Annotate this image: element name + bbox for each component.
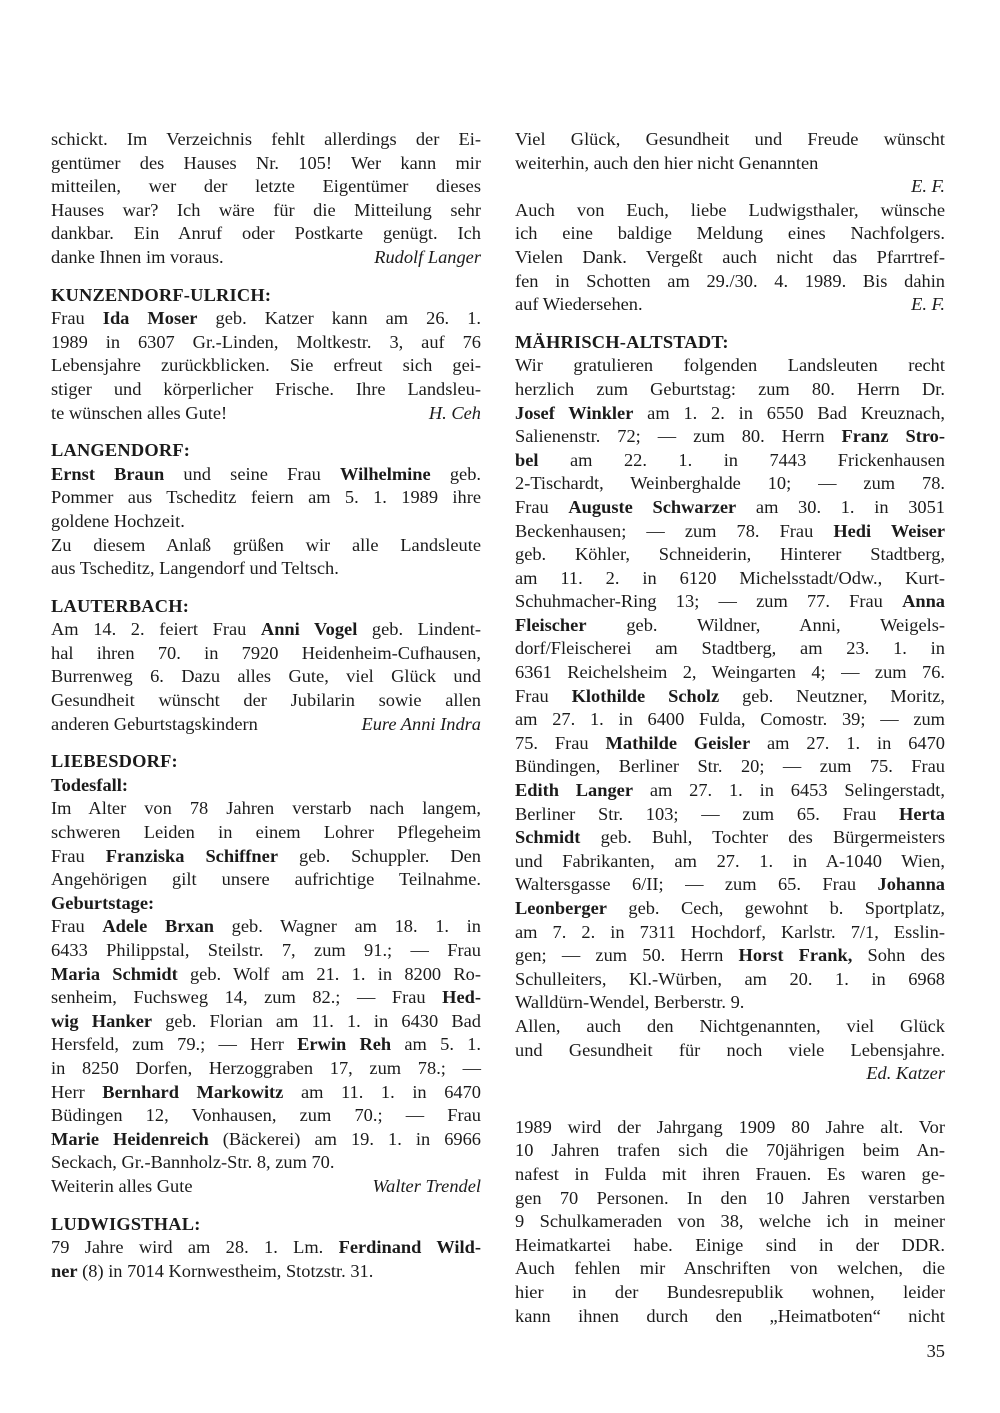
- text-line: Fleischer geb. Wildner, Anni, Weigels-: [515, 614, 945, 635]
- text-line: in 8250 Dorfen, Herzoggraben 17, zum 78.; —: [51, 1057, 481, 1078]
- paragraph: [51, 618, 481, 736]
- text-line: 6433 Philippstal, Steilstr. 7, zum 91.; — Frau: [51, 940, 481, 960]
- text-line: Hauses war? Ich wäre für die Mitteilung sehr: [51, 199, 481, 220]
- section-heading: LAUTERBACH:: [51, 595, 190, 616]
- text-line: Leonberger geb. Cech, gewohnt b. Sportplatz,: [515, 898, 945, 918]
- text-line: Gesundheit wünscht der Jubilarin sowie allen: [51, 690, 481, 711]
- section-heading: MÄHRISCH-ALTSTADT:: [515, 331, 729, 352]
- signature-line: [515, 1062, 945, 1086]
- text-line: Frau Franziska Schiffner geb. Schuppler. Den: [51, 845, 482, 866]
- text-line: 1989 wird der Jahrgang 1909 80 Jahre alt. Vor: [515, 1116, 945, 1137]
- text-line: Auch fehlen mir Anschriften von welchen, die: [515, 1258, 945, 1279]
- text-line: anderen Geburtstagskindern: [51, 713, 258, 734]
- signature: Eure Anni Indra: [361, 713, 481, 734]
- text-line: wig Hanker geb. Florian am 11. 1. in 6430 Bad: [51, 1010, 481, 1031]
- text-line: dankbar. Ein Anruf oder Postkarte genügt. Ich: [51, 223, 481, 244]
- paragraph: [515, 128, 945, 199]
- text-line: 6361 Reichelsheim 2, Weingarten 4; — zum 76.: [515, 662, 945, 683]
- text-line: te wünschen alles Gute!: [51, 402, 228, 423]
- text-line: Bündingen, Berliner Str. 20; — zum 75. Frau: [515, 756, 945, 777]
- paragraph: [515, 1015, 945, 1086]
- section-heading: LIEBESDORF:: [51, 751, 178, 772]
- paragraph: [51, 463, 481, 534]
- text-line: gen; — zum 50. Herrn Horst Frank, Sohn des: [515, 945, 945, 966]
- text-line: Berliner Str. 103; — zum 65. Frau Herta: [515, 803, 945, 824]
- text-line: senheim, Fuchsweg 14, zum 82.; — Frau Hed-: [51, 987, 481, 1008]
- text-line: mitteilen, wer der letzte Eigentümer dieses: [51, 176, 481, 197]
- text-line: bel am 22. 1. in 7443 Frickenhausen: [515, 449, 945, 470]
- text-line-with-signature: [51, 246, 481, 270]
- sub-heading: Todesfall:: [51, 774, 128, 795]
- signature: E. F.: [911, 176, 945, 197]
- text-line: hal ihren 70. in 7920 Heidenheim-Cufhausen,: [51, 642, 481, 663]
- section-heading: LANGENDORF:: [51, 440, 191, 461]
- text-line: Lebensjahre zurückblicken. Sie erfreut sich gei-: [51, 355, 481, 376]
- text-line: goldene Hochzeit.: [51, 510, 185, 531]
- text-line: Marie Heidenreich (Bäckerei) am 19. 1. in 6966: [51, 1128, 481, 1149]
- paragraph: [515, 199, 945, 317]
- text-line: stiger und körperlicher Frische. Ihre Landsleu-: [51, 378, 481, 399]
- paragraph: [51, 534, 481, 581]
- text-line: Frau Ida Moser geb. Katzer kann am 26. 1.: [51, 308, 481, 329]
- text-line: Hersfeld, zum 79.; — Herr Erwin Reh am 5. 1.: [51, 1034, 481, 1055]
- signature: H. Ceh: [428, 402, 481, 423]
- text-line: dorf/Fleischerei am Stadtberg, am 23. 1. in: [515, 638, 945, 659]
- text-line: fen in Schotten am 29./30. 4. 1989. Bis dahin: [515, 270, 945, 291]
- text-line: Ernst Braun und seine Frau Wilhelmine geb.: [51, 463, 481, 484]
- text-line-with-signature: [515, 293, 945, 317]
- text-line: Herr Bernhard Markowitz am 11. 1. in 6470: [51, 1081, 481, 1102]
- text-line: Waltersgasse 6/II; — zum 65. Frau Johanna: [515, 874, 945, 895]
- text-line: Josef Winkler am 1. 2. in 6550 Bad Kreuznach,: [515, 402, 945, 423]
- text-line: herzlich zum Geburtstag: zum 80. Herrn Dr.: [515, 378, 945, 399]
- text-line: Pommer aus Tscheditz feiern am 5. 1. 1989 ihre: [51, 487, 481, 508]
- text-line: Zu diesem Anlaß grüßen wir alle Landsleute: [51, 534, 481, 555]
- text-line: Frau Klothilde Scholz geb. Neutzner, Moritz,: [515, 685, 945, 706]
- text-line: 9 Schulkameraden von 38, welche ich in meiner: [515, 1211, 945, 1232]
- section-heading: KUNZENDORF-ULRICH:: [51, 284, 272, 305]
- text-line: Weiterin alles Gute: [51, 1175, 193, 1196]
- text-line: gen 70 Personen. In den 10 Jahren verstarben: [515, 1187, 945, 1208]
- text-line: am 27. 1. in 6400 Fulda, Comostr. 39; — zum: [515, 709, 945, 730]
- text-line: auf Wiedersehen.: [515, 294, 643, 315]
- text-column-right: [515, 128, 945, 1328]
- text-line: Schmidt geb. Buhl, Tochter des Bürgermeisters: [515, 827, 945, 848]
- text-line: Büdingen 12, Vonhausen, zum 70.; — Frau: [51, 1105, 481, 1126]
- text-line: Edith Langer am 27. 1. in 6453 Selingerstadt,: [515, 780, 946, 801]
- text-line: Viel Glück, Gesundheit und Freude wünscht: [515, 129, 945, 149]
- text-line: Wir gratulieren folgenden Landsleuten recht: [515, 355, 945, 376]
- text-line: hier in der Bundesrepublik wohnen, leider: [515, 1281, 945, 1302]
- text-line: schweren Leiden in einem Lohrer Pflegeheim: [51, 822, 481, 843]
- text-line: am 7. 2. in 7311 Hochdorf, Karlstr. 7/1, Esslin-: [515, 921, 945, 942]
- page-number: 35: [926, 1341, 945, 1362]
- text-line: ich eine baldige Meldung eines Nachfolgers.: [515, 223, 945, 244]
- text-line: Im Alter von 78 Jahren verstarb nach langem,: [51, 798, 481, 819]
- text-line: Allen, auch den Nichtgenannten, viel Glück: [515, 1015, 945, 1036]
- text-line: Schulleiters, Kl.-Würben, am 20. 1. in 6968: [515, 968, 945, 989]
- text-line: schickt. Im Verzeichnis fehlt allerdings der Ei-: [51, 129, 481, 149]
- text-line: Salienenstr. 72; — zum 80. Herrn Franz Stro-: [515, 426, 945, 447]
- signature: E. F.: [911, 294, 945, 315]
- text-line: Maria Schmidt geb. Wolf am 21. 1. in 8200 Ro-: [51, 963, 481, 984]
- text-line: Burrenweg 6. Dazu alles Gute, viel Glück und: [51, 666, 481, 687]
- signature: Walter Trendel: [372, 1175, 481, 1196]
- text-line: ner (8) in 7014 Kornwestheim, Stotzstr. 31.: [51, 1260, 374, 1281]
- text-line: Beckenhausen; — zum 78. Frau Hedi Weiser: [515, 520, 945, 541]
- text-line: 10 Jahren trafen sich die 70jährigen beim An-: [515, 1140, 945, 1161]
- text-line-with-signature: [51, 1175, 481, 1199]
- signature: Ed. Katzer: [866, 1063, 945, 1084]
- text-line: Vielen Dank. Vergeßt auch nicht das Pfarrtref-: [515, 246, 945, 267]
- text-line: danke Ihnen im voraus.: [51, 246, 224, 267]
- text-line: weiterhin, auch den hier nicht Genannten: [515, 152, 819, 173]
- sub-heading: Geburtstage:: [51, 892, 155, 913]
- text-line: Walldürn-Wendel, Berberstr. 9.: [515, 992, 745, 1013]
- text-line: Frau Adele Brxan geb. Wagner am 18. 1. in: [51, 916, 481, 937]
- columns-wrapper: [51, 128, 945, 1328]
- text-line: nafest in Fulda mit ihren Frauen. Es waren ge-: [515, 1163, 945, 1184]
- paragraph: [51, 307, 481, 425]
- text-line: und Fabrikanten, am 27. 1. in A-1040 Wien,: [515, 850, 945, 871]
- text-line: Schuhmacher-Ring 13; — zum 77. Frau Anna: [515, 591, 945, 612]
- text-line: 2-Tischardt, Weinberghalde 10; — zum 78.: [515, 473, 945, 494]
- signature-line: [515, 175, 945, 199]
- text-line: Am 14. 2. feiert Frau Anni Vogel geb. Lindent-: [51, 619, 482, 640]
- text-line: 1989 in 6307 Gr.-Linden, Moltkestr. 3, auf 76: [51, 331, 481, 352]
- text-column-left: [51, 128, 481, 1328]
- text-line: Heimatkartei habe. Einige sind in der DDR.: [515, 1234, 945, 1255]
- text-line: am 11. 2. in 6120 Michelsstadt/Odw., Kurt-: [515, 567, 945, 588]
- text-line: aus Tscheditz, Langendorf und Teltsch.: [51, 558, 339, 579]
- text-line-with-signature: [51, 713, 481, 737]
- text-line-with-signature: [51, 402, 481, 426]
- paragraph: [51, 128, 481, 270]
- paragraph: [51, 797, 481, 891]
- signature: Rudolf Langer: [374, 246, 481, 267]
- text-line: Auch von Euch, liebe Ludwigsthaler, wünsche: [515, 199, 945, 220]
- text-line: Frau Auguste Schwarzer am 30. 1. in 3051: [515, 496, 945, 517]
- text-line: 75. Frau Mathilde Geisler am 27. 1. in 6470: [515, 732, 945, 753]
- paragraph: [515, 1116, 945, 1328]
- text-line: gentümer des Hauses Nr. 105! Wer kann mir: [51, 152, 481, 173]
- text-line: Seckach, Gr.-Bannholz-Str. 8, zum 70.: [51, 1152, 335, 1173]
- paragraph: [515, 354, 945, 1015]
- text-line: geb. Köhler, Schneiderin, Hinterer Stadtberg,: [515, 544, 945, 565]
- text-line: kann ihnen durch den „Heimatboten“ nicht: [515, 1305, 945, 1326]
- text-line: 79 Jahre wird am 28. 1. Lm. Ferdinand Wild-: [51, 1237, 481, 1258]
- text-line: Angehörigen gilt unsere aufrichtige Teilnahme.: [51, 869, 481, 890]
- section-heading: LUDWIGSTHAL:: [51, 1213, 201, 1234]
- paragraph: [51, 1236, 481, 1283]
- text-line: und Gesundheit für noch viele Lebensjahre.: [515, 1039, 945, 1060]
- paragraph: [51, 915, 481, 1198]
